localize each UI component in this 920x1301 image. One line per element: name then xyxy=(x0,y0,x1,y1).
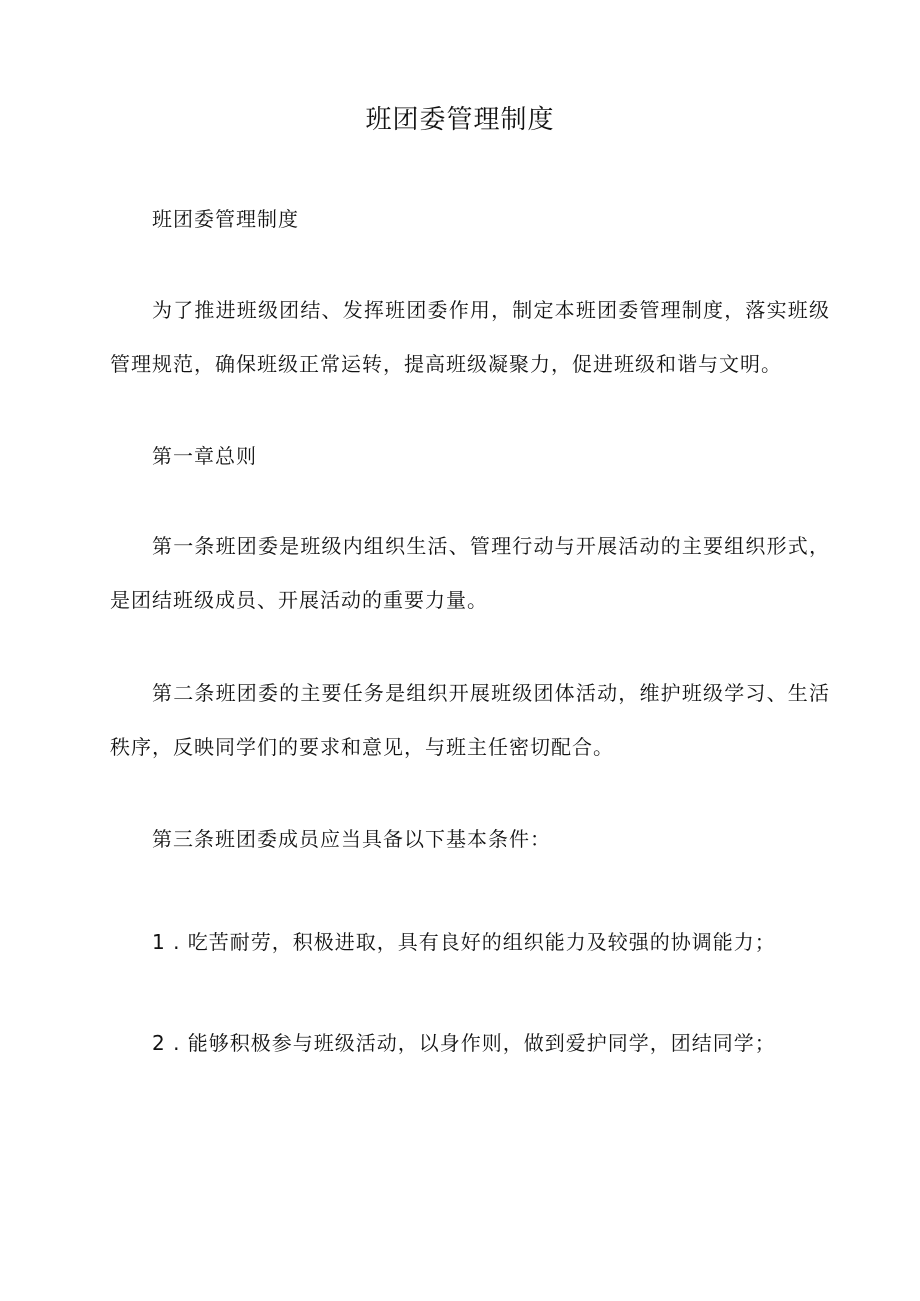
article-3: 第三条班团委成员应当具备以下基本条件： xyxy=(152,827,551,851)
condition-item-2: 2 . 能够积极参与班级活动，以身作则，做到爱护同学，团结同学； xyxy=(152,1031,776,1055)
article-1: 第一条班团委是班级内组织生活、管理行动与开展活动的主要组织形式，是团结班级成员、开展活动的重要力量。 xyxy=(110,534,830,612)
document-subtitle: 班团委管理制度 xyxy=(152,207,299,231)
article-2: 第二条班团委的主要任务是组织开展班级团体活动，维护班级学习、生活秩序，反映同学们的要求和意见，与班主任密切配合。 xyxy=(110,681,830,759)
document-title: 班团委管理制度 xyxy=(365,105,555,135)
condition-item-1: 1 . 吃苦耐劳，积极进取，具有良好的组织能力及较强的协调能力； xyxy=(152,930,776,954)
intro-paragraph: 为了推进班级团结、发挥班团委作用，制定本班团委管理制度，落实班级管理规范，确保班级正常运转，提高班级凝聚力，促进班级和谐与文明。 xyxy=(110,298,830,376)
chapter-heading: 第一章总则 xyxy=(152,444,257,468)
